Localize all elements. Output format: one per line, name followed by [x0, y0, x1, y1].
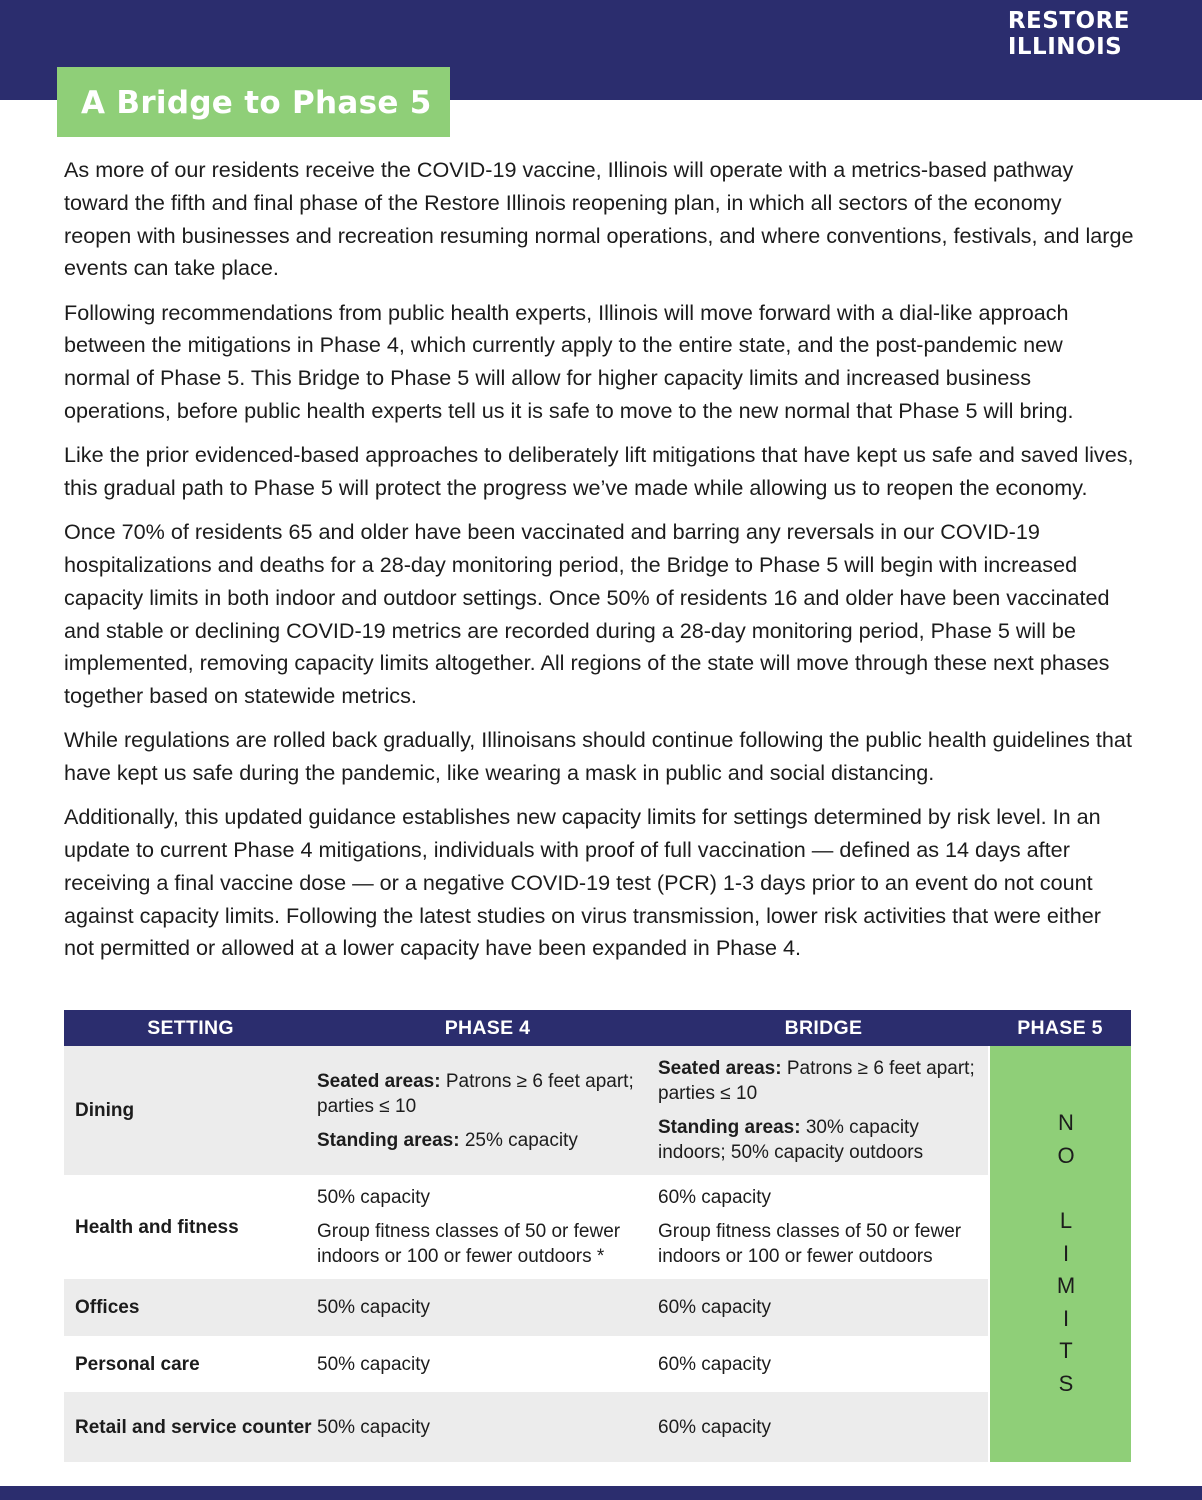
standing-label: Standing areas:: [317, 1129, 460, 1151]
paragraph-3: Like the prior evidenced-based approaches to deliberately lift mitigations that have kept us safe and saved lives, this gradual path to Phase 5 will protect the progress we’ve made while allowing us to reopen the economy.: [64, 442, 1134, 500]
table-row: [64, 1392, 1131, 1462]
setting-retail: Retail and service counter: [64, 1392, 317, 1462]
setting-personal-care: Personal care: [64, 1336, 317, 1392]
dining-bridge: [658, 1046, 989, 1175]
phase5-letter: O: [1057, 1142, 1075, 1168]
dining-bridge-standing: [658, 1115, 988, 1165]
phase5-letter: T: [1059, 1338, 1073, 1364]
dining-phase4-standing: [317, 1128, 658, 1153]
seated-text: Patrons ≥ 6 feet apart; parties ≤ 10: [658, 1058, 975, 1104]
health-phase4-note: Group fitness classes of 50 or fewer indoors or 100 or fewer outdoors *: [317, 1221, 621, 1267]
table-header-row: [64, 1010, 1131, 1046]
paragraph-6: Additionally, this updated guidance establishes new capacity limits for settings determined by risk level. In an update to current Phase 4 mitigations, individuals with proof of full vaccination — defined as 14 days after receiving a final vaccine dose — or a negative COVID-19 test (PCR) 1-3 days prior to an event do not count against capacity limits. Following the latest studies on virus transmission, lower risk activities that were either not permitted or allowed at a lower capacity have been expanded in Phase 4.: [64, 804, 1101, 961]
dining-phase4: [317, 1046, 658, 1175]
phase5-letter-space: [1001, 1173, 1131, 1206]
health-bridge: [658, 1175, 989, 1279]
phase5-no-limits: [989, 1046, 1131, 1462]
setting-offices: Offices: [64, 1279, 317, 1336]
body-text: [64, 154, 1134, 977]
standing-text: 25% capacity: [459, 1129, 578, 1151]
offices-phase4: 50% capacity: [317, 1279, 658, 1336]
seated-label: Seated areas:: [317, 1070, 441, 1092]
dining-phase4-seated: [317, 1069, 658, 1119]
retail-phase4: 50% capacity: [317, 1392, 658, 1462]
paragraph-1: As more of our residents receive the COVID-19 vaccine, Illinois will operate with a metrics-based pathway toward the fifth and final phase of the Restore Illinois reopening plan, in which all sectors of the economy reopen with businesses and recreation resuming normal operations, and where conventions, festivals, and large events can take place.: [64, 157, 1134, 281]
paragraph-2: Following recommendations from public health experts, Illinois will move forward with a dial-like approach between the mitigations in Phase 4, which currently apply to the entire state, and the post-pandemic new normal of Phase 5. This Bridge to Phase 5 will allow for higher capacity limits and increased business operations, before public health experts tell us it is safe to move to the new normal that Phase 5 will bring.: [64, 299, 1074, 423]
table-row: [64, 1336, 1131, 1392]
dining-bridge-seated: [658, 1056, 988, 1106]
seated-label: Seated areas:: [658, 1058, 782, 1079]
header-bridge: BRIDGE: [658, 1010, 989, 1046]
retail-bridge: 60% capacity: [658, 1392, 989, 1462]
title-banner: [57, 67, 450, 137]
phase-table: [64, 1010, 1131, 1462]
health-bridge-note: Group fitness classes of 50 or fewer indoors or 100 or fewer outdoors: [658, 1221, 962, 1267]
phase5-letter: L: [1059, 1208, 1073, 1234]
paragraph-4: Once 70% of residents 65 and older have been vaccinated and barring any reversals in our COVID-19 hospitalizations and deaths for a 28-day monitoring period, the Bridge to Phase 5 will begin with increased capacity limits in both indoor and outdoor settings. Once 50% of residents 16 and older have been vaccinated and stable or declining COVID-19 metrics are recorded during a 28-day monitoring period, Phase 5 will be implemented, removing capacity limits altogether. All regions of the state will move through these next phases together based on statewide metrics.: [64, 519, 1110, 709]
phase5-letter: S: [1058, 1371, 1074, 1397]
standing-text: 30% capacity indoors; 50% capacity outdoors: [658, 1117, 924, 1163]
phase5-letter: I: [1062, 1240, 1070, 1266]
health-phase4: [317, 1175, 658, 1279]
header-phase4: PHASE 4: [317, 1010, 658, 1046]
phase5-letter: I: [1062, 1305, 1070, 1331]
setting-health-fitness: Health and fitness: [64, 1175, 317, 1279]
phase5-letter: M: [1056, 1273, 1076, 1299]
brand-line-2: ILLINOIS: [1007, 34, 1123, 60]
personal-care-bridge: 60% capacity: [658, 1336, 989, 1392]
table-row: [64, 1175, 1131, 1279]
table-row: [64, 1279, 1131, 1336]
setting-dining: Dining: [64, 1046, 317, 1175]
restore-illinois-logo: [1008, 8, 1130, 60]
brand-line-1: RESTORE: [1007, 8, 1130, 34]
page-title: A Bridge to Phase 5: [81, 85, 432, 121]
header-phase5: PHASE 5: [989, 1010, 1131, 1046]
health-bridge-capacity: 60% capacity: [658, 1187, 772, 1208]
seated-text: Patrons ≥ 6 feet apart; parties ≤ 10: [317, 1070, 634, 1117]
phase5-letter: N: [1058, 1110, 1074, 1136]
personal-care-phase4: 50% capacity: [317, 1336, 658, 1392]
health-phase4-capacity: 50% capacity: [317, 1187, 431, 1208]
standing-label: Standing areas:: [658, 1117, 801, 1138]
offices-bridge: 60% capacity: [658, 1279, 989, 1336]
paragraph-5: While regulations are rolled back gradually, Illinoisans should continue following the public health guidelines that have kept us safe during the pandemic, like wearing a mask in public and social distancing.: [64, 727, 1132, 786]
header-setting: SETTING: [64, 1010, 317, 1046]
footer-bar: [0, 1486, 1202, 1500]
table-row: [64, 1046, 1131, 1175]
